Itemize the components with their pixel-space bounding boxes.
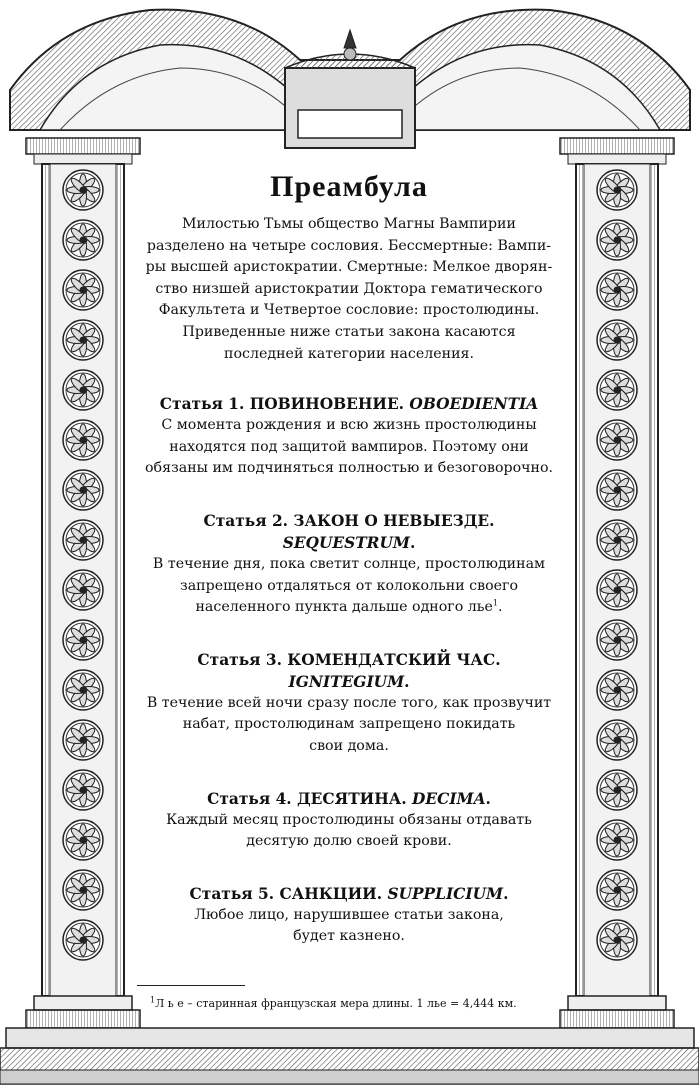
- footnote-term: Л ь е: [155, 997, 184, 1010]
- preamble-line: Факультета и Четвертое сословие: простолюдины.: [158, 302, 540, 319]
- preamble-line: ство низшей аристократии Доктора гематического: [155, 280, 543, 297]
- preamble-line: Приведенные ниже статьи закона касаются: [182, 323, 516, 340]
- article-line: обязаны им подчиняться полностью и безоговорочно.: [144, 460, 554, 477]
- article-line: Любое лицо, нарушившее статьи закона,: [194, 906, 504, 923]
- article-title: Статья 3. КОМЕНДАТСКИЙ ЧАС.: [197, 650, 501, 669]
- article-title: Статья 4. ДЕСЯТИНА.: [207, 789, 413, 808]
- article-5: [130, 883, 568, 948]
- article-text: В течение дня, пока светит солнце, простолюдинам запрещено отдаляться от колокольни своего населенного пункта дальше одного лье$^1$.: [130, 554, 568, 619]
- footnote-number: 1: [150, 995, 156, 1005]
- article-3: [130, 649, 568, 758]
- article-heading: Статья 3. КОМЕНДАТСКИЙ ЧАС. IGNITEGIUM.: [130, 649, 568, 693]
- preamble-line: последней категории населения.: [224, 345, 474, 362]
- article-1: [130, 393, 568, 480]
- footnote-divider: [137, 985, 245, 986]
- article-latin-term: DECIMA: [412, 789, 486, 808]
- article-2: [130, 510, 568, 619]
- article-text: [130, 415, 568, 480]
- article-title: Статья 1. ПОВИНОВЕНИЕ.: [159, 395, 410, 414]
- article-line: запрещено отдаляться от колокольни своего: [179, 577, 519, 594]
- article-line: В течение всей ночи сразу после того, как прозвучит: [146, 694, 552, 711]
- article-line: С момента рождения и всю жизнь простолюдины: [161, 417, 537, 434]
- article-text: [130, 693, 568, 758]
- article-line: населенного пункта дальше одного лье: [195, 599, 493, 616]
- article-title: Статья 5. САНКЦИИ.: [189, 884, 388, 903]
- article-line: Каждый месяц простолюдины обязаны отдавать: [166, 811, 532, 828]
- article-line: десятую долю своей крови.: [246, 833, 452, 850]
- footnote: [150, 997, 580, 1011]
- page-title: Преамбула: [270, 170, 428, 203]
- preamble: [130, 214, 568, 365]
- preamble-line: разделено на четыре сословия. Бессмертные: Вампи-: [146, 237, 552, 254]
- article-latin-term: SUPPLICIUM: [387, 884, 504, 903]
- article-4: [130, 788, 568, 853]
- article-line: набат, простолюдинам запрещено покидать: [182, 716, 516, 733]
- article-heading: [130, 393, 568, 415]
- article-line: находятся под защитой вампиров. Поэтому они: [169, 438, 529, 455]
- article-heading: Статья 4. ДЕСЯТИНА. DECIMA.: [207, 789, 491, 808]
- footnote-text: – старинная французская мера длины. 1 лье = 4,444 км.: [183, 997, 517, 1010]
- article-line: будет казнено.: [293, 928, 405, 945]
- article-text: [130, 810, 568, 853]
- article-line: В течение дня, пока светит солнце, простолюдинам: [152, 555, 546, 572]
- preamble-line: Милостью Тьмы общество Магны Вампирии: [182, 216, 516, 232]
- article-latin-term: OBOEDIENTIA: [409, 395, 539, 414]
- article-latin-term: IGNITEGIUM: [288, 672, 405, 691]
- article-heading: Статья 2. ЗАКОН О НЕВЫЕЗДЕ. SEQUESTRUM.: [130, 510, 568, 554]
- article-line: свои дома.: [309, 737, 389, 754]
- article-text: [130, 905, 568, 948]
- preamble-line: ры высшей аристократии. Смертные: Мелкое дворян-: [145, 259, 553, 276]
- article-latin-term: SEQUESTRUM: [282, 533, 410, 552]
- footnote-marker[interactable]: 1: [492, 598, 499, 608]
- document-body: [130, 170, 568, 978]
- article-heading: Статья 5. САНКЦИИ. SUPPLICIUM.: [189, 884, 509, 903]
- article-title: Статья 2. ЗАКОН О НЕВЫЕЗДЕ.: [203, 511, 495, 530]
